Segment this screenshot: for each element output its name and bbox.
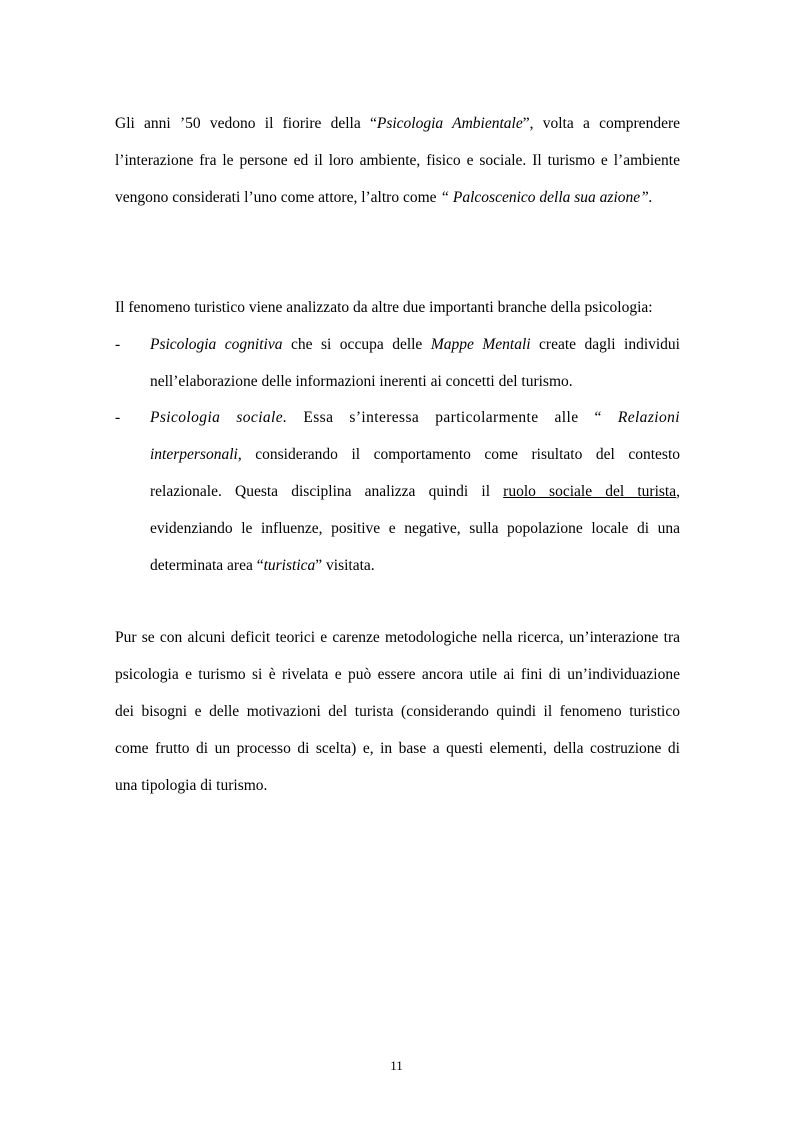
list-dash-1: - [115, 336, 121, 353]
item2-line-1: Psicologia sociale. Essa s’interessa particolarmente alle “ Relazioni [150, 409, 680, 426]
mappe-mentali-term: Mappe Mentali [430, 336, 531, 353]
psicologia-cognitiva-term: Psicologia cognitiva [150, 336, 283, 353]
interpersonali-term: interpersonali [150, 446, 238, 463]
palcoscenico-quote: “ Palcoscenico della sua azione”. [440, 189, 653, 206]
p3-line-1: Pur se con alcuni deficit teorici e carenze metodologiche nella ricerca, un’interazione tra [115, 629, 680, 646]
psicologia-sociale-term: Psicologia sociale. [150, 409, 288, 426]
psicologia-ambientale-term: Psicologia Ambientale [376, 115, 523, 132]
p2-intro: Il fenomeno turistico viene analizzato da altre due importanti branche della psicologia: [115, 299, 653, 316]
item2-line-2: interpersonali, considerando il comportamento come risultato del contesto [150, 446, 680, 463]
relazioni-term: Relazioni [617, 409, 680, 426]
turistica-term: turistica [263, 557, 316, 574]
p1-line-3: vengono considerati l’uno come attore, l’altro come “ Palcoscenico della sua azione”. [115, 189, 653, 206]
item1-line-1: Psicologia cognitiva che si occupa delle Mappe Mentali create dagli individui [150, 336, 680, 353]
p3-line-2: psicologia e turismo si è rivelata e può essere ancora utile ai fini di un’individuazione [115, 666, 680, 683]
item2-line-4: evidenziando le influenze, positive e negative, sulla popolazione locale di una [150, 520, 680, 537]
p1-line-1: Gli anni ’50 vedono il fiorire della “Psicologia Ambientale”, volta a comprendere [115, 115, 680, 132]
p3-line-4: come frutto di un processo di scelta) e, in base a questi elementi, della costruzione di [115, 740, 680, 757]
p3-line-5: una tipologia di turismo. [115, 777, 268, 794]
ruolo-sociale-underlined: ruolo sociale del turista [503, 483, 677, 500]
item2-line-3: relazionale. Questa disciplina analizza quindi il ruolo sociale del turista, [150, 483, 680, 500]
item2-line-5: determinata area “turistica” visitata. [150, 557, 375, 574]
p1-line-2: l’interazione fra le persone ed il loro ambiente, fisico e sociale. Il turismo e l’ambiente [115, 152, 680, 169]
p3-line-3: dei bisogni e delle motivazioni del turista (considerando quindi il fenomeno turistico [115, 703, 680, 720]
list-dash-2: - [115, 409, 121, 426]
page-number: 11 [390, 1058, 403, 1073]
item1-line-2: nell’elaborazione delle informazioni inerenti ai concetti del turismo. [150, 373, 573, 390]
